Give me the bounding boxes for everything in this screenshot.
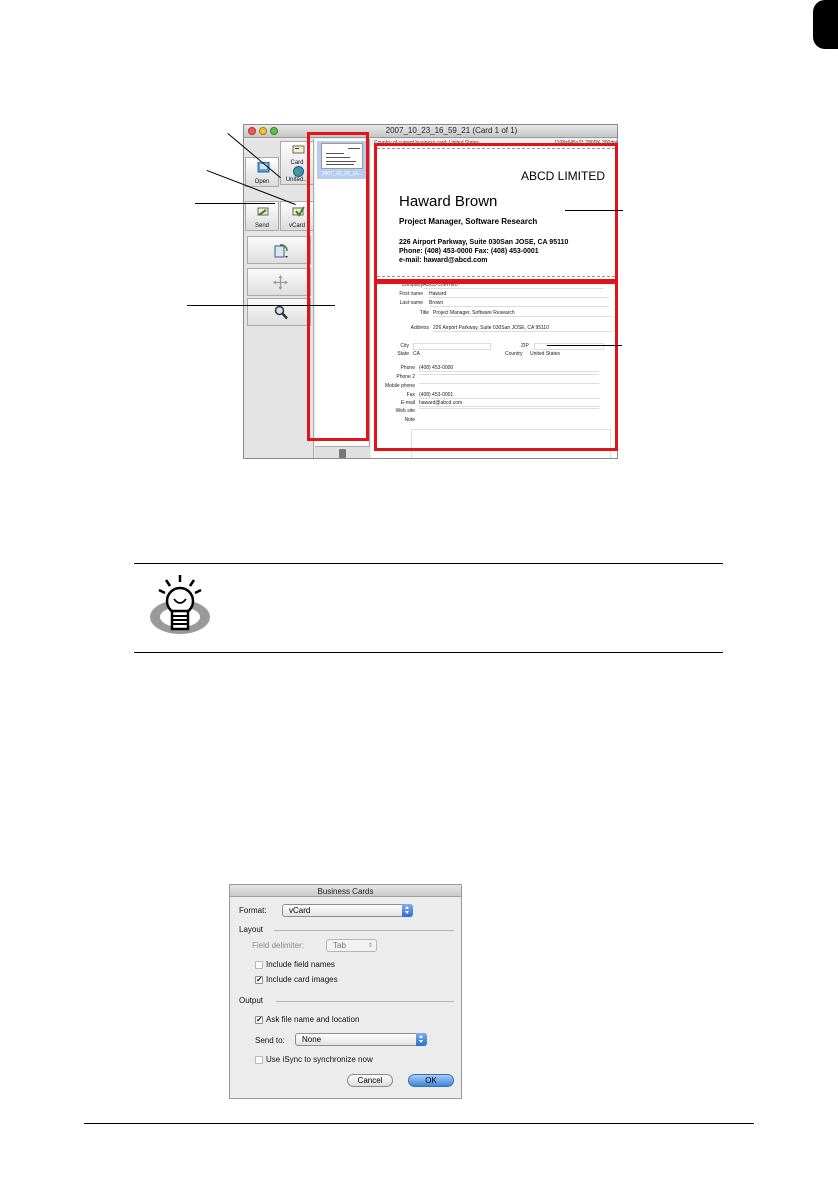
field-label: Last name xyxy=(399,300,423,306)
card-label: Card xyxy=(290,160,304,166)
card-company-text: ABCD LIMITED xyxy=(520,169,605,183)
send-to-select[interactable] xyxy=(295,1033,427,1046)
current-country-info: Country of current business card: United States xyxy=(374,140,480,146)
dialog-title: Business Cards xyxy=(317,887,374,896)
field-label: Title xyxy=(419,310,429,316)
hint-lightbulb-icon xyxy=(148,573,212,639)
hint-top-rule xyxy=(134,563,723,564)
layout-separator xyxy=(274,930,454,931)
use-isync-checkbox[interactable] xyxy=(255,1056,263,1064)
send-icon xyxy=(257,206,270,217)
field-value[interactable]: (408) 453-0001 xyxy=(419,392,599,399)
chapter-thumb-tab xyxy=(813,0,838,49)
dialog-title-bar[interactable] xyxy=(230,885,461,897)
popup-arrows-icon xyxy=(416,1033,427,1046)
move-button[interactable] xyxy=(247,268,311,296)
format-label: Format: xyxy=(239,906,267,915)
callout-line-card-image xyxy=(565,210,623,211)
business-cards-dialog xyxy=(229,884,462,1099)
output-separator xyxy=(276,1001,454,1002)
field-value[interactable]: 226 Airport Parkway, Suite 030San JOSE, CA 95110 xyxy=(433,325,613,332)
callout-line-send xyxy=(195,203,275,204)
format-value: vCard xyxy=(289,906,311,915)
ask-file-name-label: Ask file name and location xyxy=(266,1015,360,1024)
field-label: E-mail xyxy=(400,400,415,406)
card-address-text: 226 Airport Parkway, Suite 030San JOSE, CA 95110 xyxy=(399,239,569,246)
include-card-images-label: Include card images xyxy=(266,975,338,984)
trash-icon[interactable] xyxy=(339,449,346,458)
field-delimiter-label: Field delimiter: xyxy=(252,941,305,950)
include-field-names-checkbox[interactable] xyxy=(255,961,263,969)
send-to-value: None xyxy=(302,1035,322,1044)
field-label: Web site xyxy=(395,408,415,414)
hint-bottom-rule xyxy=(134,652,723,653)
footer-rule xyxy=(84,1123,754,1124)
field-delimiter-select[interactable] xyxy=(326,939,377,952)
card-email-text: e-mail: haward@abcd.com xyxy=(399,257,488,264)
format-select[interactable] xyxy=(282,904,413,917)
send-button[interactable] xyxy=(245,201,279,231)
field-value[interactable]: Project Manager, Software Research xyxy=(433,310,613,317)
checkmark-icon: ✓ xyxy=(256,975,263,984)
toolbar xyxy=(244,139,314,459)
include-field-names-label: Include field names xyxy=(266,960,335,969)
field-label: Address xyxy=(410,325,429,331)
zoom-button[interactable] xyxy=(247,298,311,326)
move-icon xyxy=(273,275,288,290)
use-isync-label: Use iSync to synchronize now xyxy=(266,1055,373,1064)
field-value[interactable]: (408) 453-0000 xyxy=(419,365,599,372)
globe-icon xyxy=(292,166,305,177)
output-heading: Output xyxy=(239,996,264,1005)
open-label: Open xyxy=(254,179,270,185)
card-phone-text: Phone: (408) 453-0000 Fax: (408) 453-0001 xyxy=(399,248,539,255)
zip-label: ZIP xyxy=(521,343,529,349)
state-value[interactable]: CA xyxy=(413,351,420,357)
field-label: First name xyxy=(399,291,423,297)
image-size-info: 1108x645x31 280DK 300dpi xyxy=(554,140,617,146)
callout-line-fields xyxy=(547,345,622,346)
field-delimiter-value: Tab xyxy=(333,941,346,950)
thumbnail-highlight-box xyxy=(307,132,369,441)
vcard-label: vCard xyxy=(288,223,305,229)
popup-arrows-icon: ⇕ xyxy=(367,943,373,949)
country-value[interactable]: United States xyxy=(530,351,561,357)
title-bar[interactable] xyxy=(244,125,618,138)
thumbnail-label: 2007_10_23_16... xyxy=(321,171,363,177)
vcard-icon xyxy=(292,206,305,217)
rotate-icon xyxy=(272,243,290,259)
checkmark-icon: ✓ xyxy=(256,1015,263,1024)
send-label: Send xyxy=(254,223,269,229)
window-title: 2007_10_23_16_59_21 (Card 1 of 1) xyxy=(385,126,518,135)
magnifier-icon xyxy=(274,305,288,320)
cancel-button[interactable]: Cancel xyxy=(347,1074,393,1087)
field-label: Mobile phone xyxy=(384,383,415,389)
country-label: United... xyxy=(285,177,309,183)
card-title-text: Project Manager, Software Research xyxy=(399,217,538,226)
include-card-images-checkbox[interactable] xyxy=(255,976,263,984)
thumbnail-footer xyxy=(315,446,370,459)
card-icon xyxy=(292,144,305,155)
ask-file-name-checkbox[interactable] xyxy=(255,1016,263,1024)
field-label: Company xyxy=(401,282,423,288)
field-label: Phone 2 xyxy=(396,374,415,380)
field-label: Phone xyxy=(400,365,415,371)
field-value[interactable]: haward@abcd.com xyxy=(419,400,599,407)
field-label: State xyxy=(397,351,409,357)
field-value[interactable]: Haward xyxy=(429,291,609,298)
rotate-button[interactable] xyxy=(247,236,311,264)
popup-arrows-icon xyxy=(402,904,413,917)
field-label: Note xyxy=(404,417,415,423)
fields-highlight-box xyxy=(374,281,618,451)
layout-heading: Layout xyxy=(239,925,264,934)
field-label: City xyxy=(400,343,409,349)
callout-line-thumbnail xyxy=(187,305,335,306)
field-value[interactable]: ABCD LIMITED xyxy=(423,282,603,289)
card-image-highlight-box xyxy=(374,143,618,282)
card-name-text: Haward Brown xyxy=(399,193,498,210)
field-value[interactable]: Brown xyxy=(429,300,609,307)
ok-button[interactable]: OK xyxy=(408,1074,454,1087)
country-label: Country xyxy=(505,351,523,357)
field-label: Fax xyxy=(406,392,415,398)
send-to-label: Send to: xyxy=(255,1036,285,1045)
